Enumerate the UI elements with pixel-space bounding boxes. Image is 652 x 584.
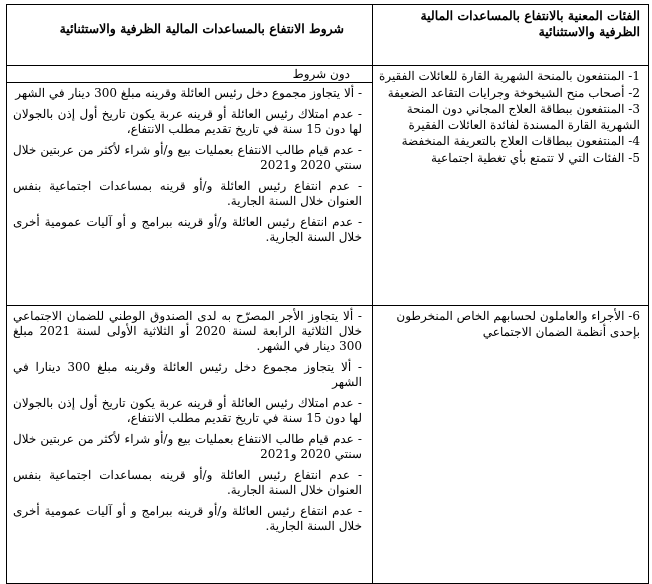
category-item: 2- أصحاب منح الشيخوخة وجرايات التقاعد الضعيفة (387, 85, 640, 100)
condition-item: - عدم قيام طالب الانتفاع بعمليات بيع و/أو شراء لأكثر من عربتين خلال سنتي 2020 و2021 (13, 143, 362, 172)
header-categories: الفئات المعنية بالانتفاع بالمساعدات المالية الظرفية والاستثنائية (373, 5, 649, 66)
conditions-cell (7, 66, 373, 306)
category-item: 4- المنتفعون ببطاقات العلاج بالتعريفة المنخفضة (401, 134, 640, 148)
condition-item: - ألا يتجاوز الأجر المصرّح به لدى الصندوق الوطني للضمان الاجتماعي خلال الثلاثية الرابعة لسنة 2020 أو الثلاثية الأولى لسنة 2021 مبلغ 300 دينار في الشهر. (13, 309, 362, 353)
table-row (7, 66, 649, 306)
categories-cell (373, 66, 649, 306)
eligibility-table (6, 4, 649, 584)
header-conditions: شروط الانتفاع بالمساعدات المالية الظرفية والاستثنائية (7, 5, 373, 66)
condition-item: - عدم امتلاك رئيس العائلة أو قرينه عربة يكون تاريخ أول إذن بالجولان لها دون 15 سنة في تاريخ تقديم مطلب الانتفاع، (13, 107, 362, 136)
condition-item: - عدم انتفاع رئيس العائلة و/أو قرينه ببرامج و أو آليات عمومية أخرى خلال السنة الجارية. (13, 215, 362, 244)
condition-item: - عدم انتفاع رئيس العائلة و/أو قرينه ببرامج و أو آليات عمومية أخرى خلال السنة الجارية. (13, 504, 362, 533)
category-item: 1- المنتفعون بالمنحة الشهرية القارة للعائلات الفقيرة (379, 69, 640, 83)
condition-item: - ألا يتجاوز مجموع دخل رئيس العائلة وقرينه مبلغ 300 دينار في الشهر (15, 86, 362, 100)
conditions-cell (7, 306, 373, 584)
category-item: 6- الأجراء والعاملون لحسابهم الخاص المنخرطون بإحدى أنظمة الضمان الاجتماعي (396, 309, 640, 339)
table-row (7, 306, 649, 584)
condition-item: - عدم امتلاك رئيس العائلة أو قرينه عربة يكون تاريخ أول إذن بالجولان لها دون 15 سنة في تاريخ تقديم مطلب الانتفاع، (13, 396, 362, 425)
no-conditions-label: دون شروط (7, 66, 372, 83)
categories-cell (373, 306, 649, 584)
condition-item: - عدم قيام طالب الانتفاع بعمليات بيع و/أو شراء لأكثر من عربتين خلال سنتي 2020 و2021 (13, 432, 362, 461)
condition-item: - عدم انتفاع رئيس العائلة و/أو قرينه بمساعدات اجتماعية بنفس العنوان خلال السنة الجارية. (13, 468, 362, 497)
category-item: 3- المنتفعون ببطاقة العلاج المجاني دون المنحة الشهرية القارة المسندة لفائدة العائلات الفقيرة (406, 102, 640, 132)
condition-item: - عدم انتفاع رئيس العائلة و/أو قرينه بمساعدات اجتماعية بنفس العنوان خلال السنة الجارية. (13, 179, 362, 208)
table-header-row (7, 5, 649, 66)
category-item: 5- الفئات التي لا تتمتع بأي تغطية اجتماعية (431, 150, 640, 165)
condition-item: - ألا يتجاوز مجموع دخل رئيس العائلة وقرينه مبلغ 300 دينارا في الشهر (13, 360, 362, 389)
